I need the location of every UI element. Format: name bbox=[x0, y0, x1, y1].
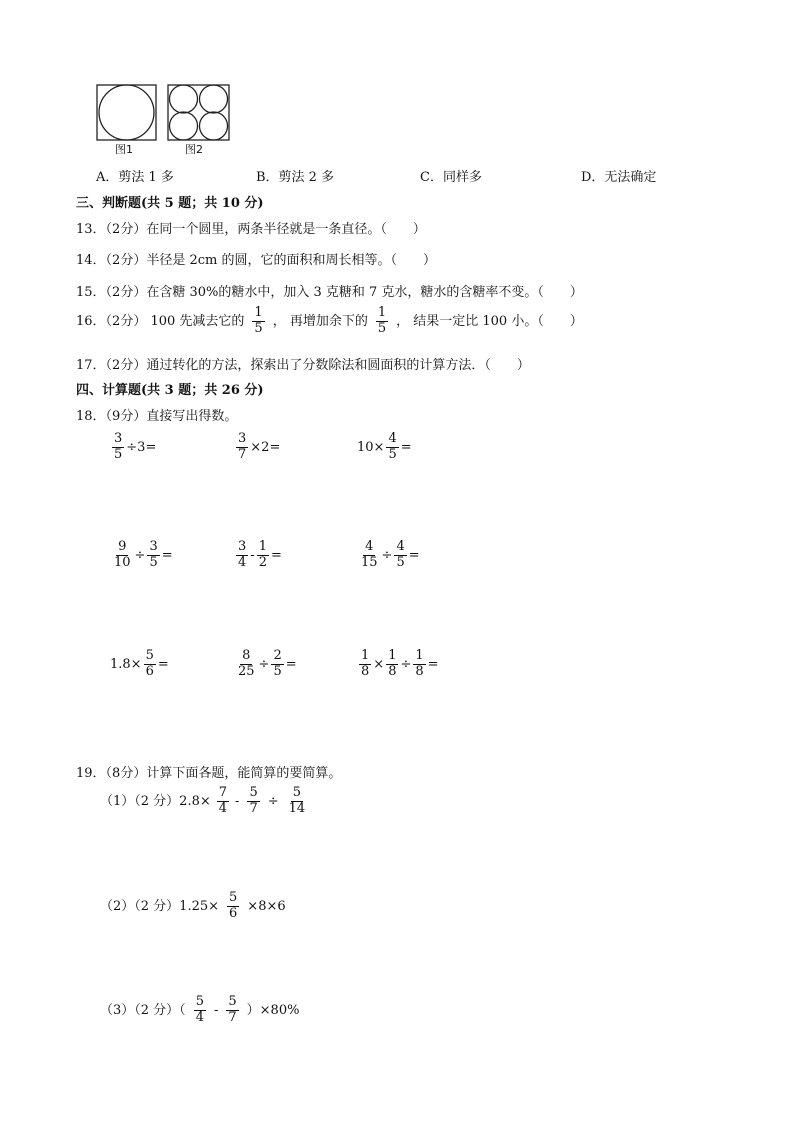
calc-item: $\frac{9}{10}$ ÷ $\frac{3}{5}$ = bbox=[114, 539, 173, 570]
calc-item: $\frac{8}{25}$ ÷ $\frac{2}{5}$ = bbox=[238, 648, 297, 679]
calc-item: $\frac{4}{15}$ ÷ $\frac{4}{5}$ = bbox=[361, 539, 420, 570]
question-19-stem: 19．（8分）计算下面各题，能简算的要简算。 bbox=[76, 766, 342, 781]
question-19-part-2: （2）（2 分）1.25× $\frac{5}{6}$ ×8×6 bbox=[100, 890, 286, 921]
fraction: $\frac{1}{5}$ bbox=[377, 305, 387, 336]
option-c: C．同样多 bbox=[420, 170, 482, 185]
calc-item: $\frac{1}{8}$ × $\frac{1}{8}$ ÷ $\frac{1}{8}$ = bbox=[361, 648, 439, 679]
question-15: 15．（2分）在含糖 30%的糖水中，加入 3 克糖和 7 克水，糖水的含糖率不变。（ ） bbox=[76, 285, 583, 300]
calc-item: 1.8× $\frac{5}{6}$ = bbox=[110, 648, 169, 679]
question-19-part-1: （1）（2 分）2.8× $\frac{7}{4}$ - $\frac{5}{7}$ ÷ $\frac{5}{14}$ bbox=[100, 785, 306, 816]
option-b: B．剪法 2 多 bbox=[256, 170, 335, 185]
figure-2-label: 图2 bbox=[185, 143, 203, 156]
option-d: D．无法确定 bbox=[581, 170, 657, 185]
section-3-title: 三、判断题(共 5 题；共 10 分) bbox=[76, 196, 264, 211]
fraction: $\frac{1}{5}$ bbox=[254, 305, 263, 336]
question-16 bbox=[76, 306, 583, 337]
question-16-middle: ， 再增加余下的 bbox=[272, 313, 368, 329]
question-13: 13．（2分）在同一个圆里，两条半径就是一条直径。（ ） bbox=[76, 222, 426, 237]
calc-item: $\frac{3}{4}$ - $\frac{1}{2}$ = bbox=[238, 539, 282, 570]
question-16-prefix: 16．（2分） 100 先减去它的 bbox=[76, 313, 245, 329]
question-19-part-3: （3）（2 分）（ $\frac{5}{4}$ - $\frac{5}{7}$ ）×80% bbox=[100, 994, 300, 1025]
question-14: 14．（2分）半径是 2cm 的圆，它的面积和周长相等。（ ） bbox=[76, 253, 436, 268]
option-a: A．剪法 1 多 bbox=[96, 170, 174, 185]
figure-2 bbox=[167, 84, 231, 142]
section-4-title: 四、计算题(共 3 题；共 26 分) bbox=[76, 383, 264, 398]
question-16-suffix: ， 结果一定比 100 小。（ ） bbox=[396, 313, 583, 329]
figure-1 bbox=[96, 84, 158, 142]
figure-1-label: 图1 bbox=[115, 143, 133, 156]
calc-item: $\frac{3}{5}$ ÷3= bbox=[114, 431, 157, 462]
question-18-stem: 18．（9分）直接写出得数。 bbox=[76, 409, 238, 424]
calc-item: $\frac{3}{7}$ ×2= bbox=[238, 431, 281, 462]
calc-item: 10× $\frac{4}{5}$ = bbox=[357, 431, 412, 462]
question-17: 17．（2分）通过转化的方法，探索出了分数除法和圆面积的计算方法．（ ） bbox=[76, 358, 530, 373]
